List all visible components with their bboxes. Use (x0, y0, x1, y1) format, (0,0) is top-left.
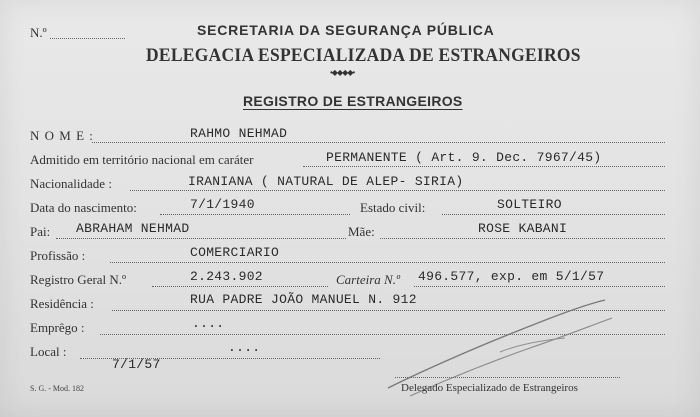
nascimento-label: Data do nascimento: (30, 200, 137, 215)
residencia-label: Residência : (30, 296, 94, 311)
nascimento-value: 7/1/1940 (190, 197, 255, 212)
form-code: S. G. - Mod. 182 (30, 384, 85, 393)
nascimento-line (160, 214, 350, 215)
residencia-value: RUA PADRE JOÃO MANUEL N. 912 (190, 292, 417, 307)
pai-line (56, 238, 346, 239)
emprego-value: .... (192, 316, 225, 331)
nacionalidade-line (130, 190, 665, 191)
signature-line (395, 377, 620, 378)
number-line (50, 38, 125, 39)
registro-title: REGISTRO DE ESTRANGEIROS (243, 93, 463, 109)
nome-value: RAHMO NEHMAD (190, 126, 288, 141)
profissao-label: Profissão : (30, 248, 86, 263)
registro-geral-value: 2.243.902 (190, 269, 263, 284)
pai-label: Pai: (30, 224, 51, 239)
admitido-value: PERMANENTE ( Art. 9. Dec. 7967/45) (326, 150, 602, 165)
carteira-label: Carteira N.º (336, 272, 400, 287)
estado-civil-line (442, 214, 665, 215)
nacionalidade-label: Nacionalidade : (30, 176, 112, 191)
number-label: N.º (30, 25, 47, 40)
date-value: 7/1/57 (112, 357, 161, 372)
nome-line (92, 142, 665, 143)
nacionalidade-value: IRANIANA ( NATURAL DE ALEP- SIRIA) (188, 174, 464, 189)
pai-value: ABRAHAM NEHMAD (76, 221, 190, 236)
estado-civil-value: SOLTEIRO (497, 197, 562, 212)
delegacia-heading: DELEGACIA ESPECIALIZADA DE ESTRANGEIROS (146, 45, 581, 66)
carteira-line (414, 286, 665, 287)
profissao-value: COMERCIARIO (190, 245, 280, 260)
local-value: .... (228, 340, 261, 355)
mae-line (380, 238, 665, 239)
carteira-value: 496.577, exp. em 5/1/57 (418, 269, 605, 284)
emprego-label: Emprêgo : (30, 320, 85, 335)
local-label: Local : (30, 344, 67, 359)
mae-value: ROSE KABANI (478, 221, 568, 236)
signature-caption: Delegado Especializado de Estrangeiros (401, 382, 578, 394)
mae-label: Mãe: (348, 224, 375, 239)
profissao-line (110, 262, 665, 263)
ornament-divider: •◆◆◆◆• (330, 68, 355, 77)
nome-label: N O M E : (30, 128, 94, 143)
estado-civil-label: Estado civil: (360, 200, 426, 215)
secretaria-heading: SECRETARIA DA SEGURANÇA PÚBLICA (197, 22, 495, 38)
registro-geral-line (152, 286, 328, 287)
admitido-line (303, 166, 665, 167)
registro-geral-label: Registro Geral N.º (30, 272, 127, 287)
admitido-label: Admitido em território nacional em caráter (30, 152, 254, 167)
